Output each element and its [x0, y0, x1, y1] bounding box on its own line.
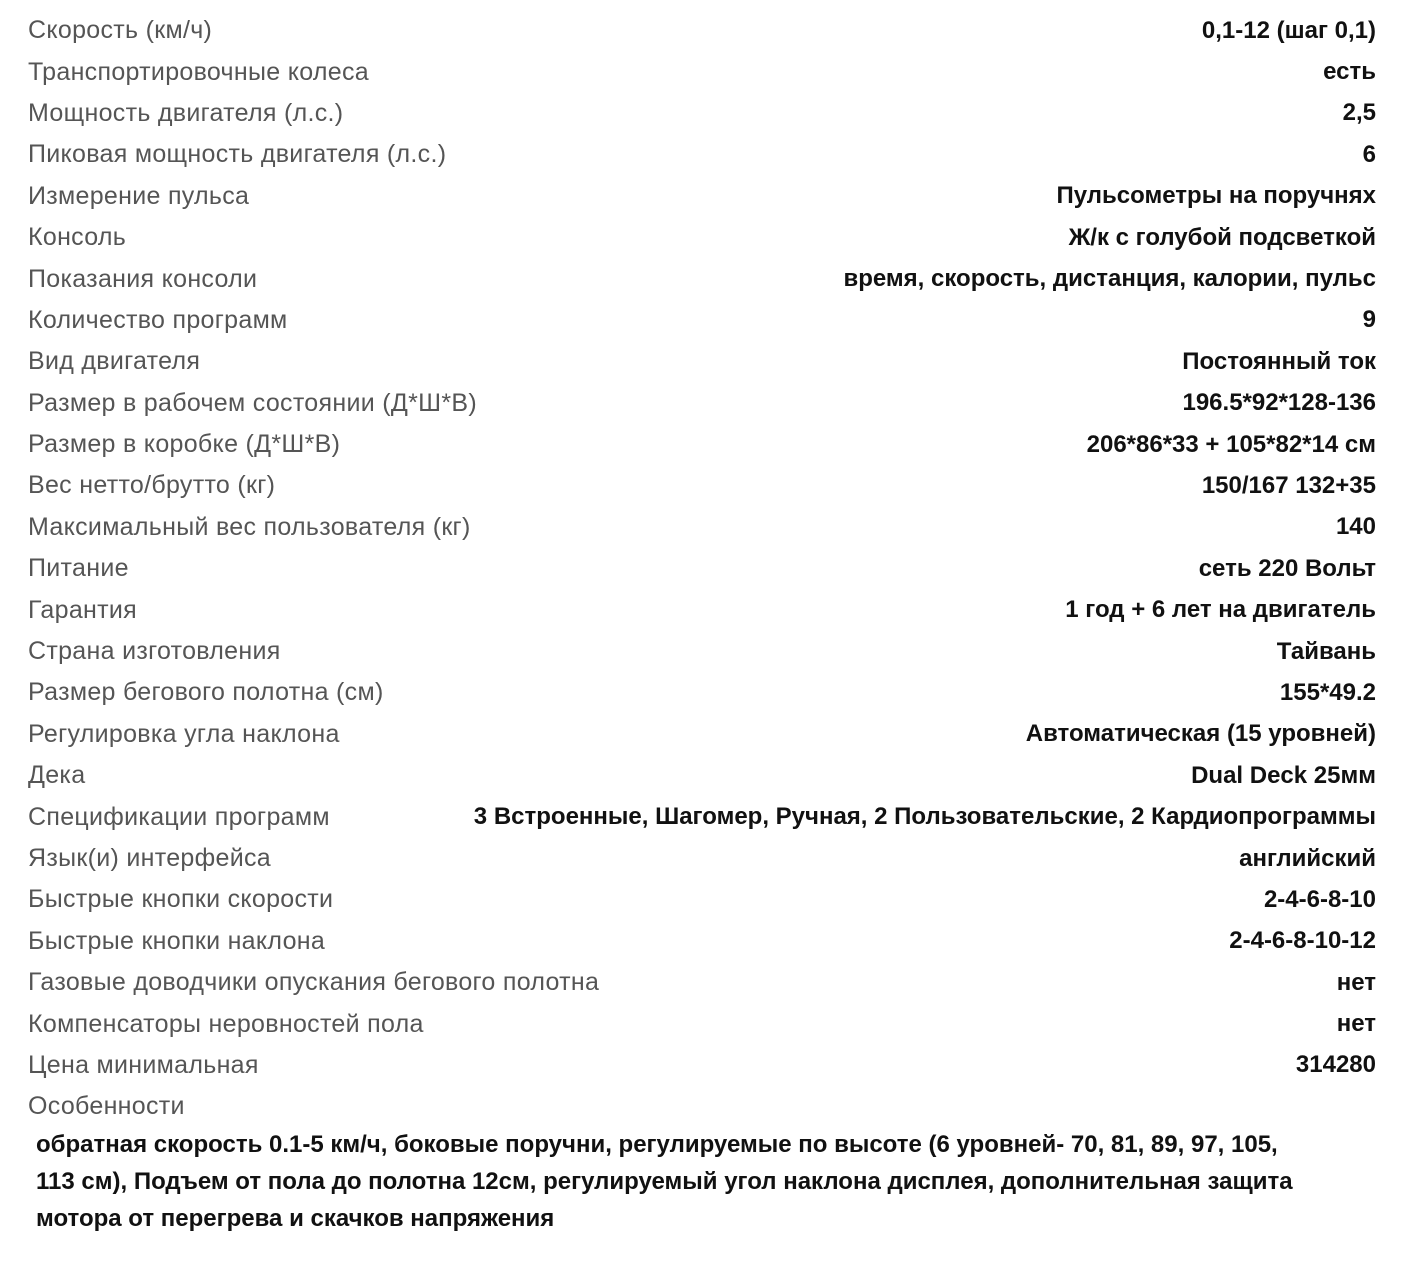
spec-row	[28, 93, 1376, 134]
spec-label: Вес нетто/брутто (кг)	[28, 471, 276, 500]
spec-value: 206*86*33 + 105*82*14 см	[1086, 430, 1376, 458]
spec-label: Количество программ	[28, 305, 288, 334]
spec-label: Скорость (км/ч)	[28, 16, 213, 45]
spec-value: 2-4-6-8-10-12	[1229, 927, 1376, 955]
spec-row	[28, 796, 1376, 837]
spec-row	[28, 879, 1376, 920]
spec-label: Дека	[28, 761, 86, 790]
spec-value: 140	[1335, 513, 1376, 541]
spec-label: Компенсаторы неровностей пола	[28, 1009, 424, 1038]
spec-label: Язык(и) интерфейса	[28, 844, 271, 872]
spec-value: 9	[1362, 306, 1376, 334]
spec-value: 155*49.2	[1279, 678, 1376, 706]
spec-row	[28, 217, 1376, 258]
spec-label: Показания консоли	[28, 264, 258, 293]
spec-row	[28, 714, 1376, 755]
spec-label: Быстрые кнопки наклона	[28, 926, 326, 955]
spec-row	[28, 424, 1376, 465]
spec-row	[28, 1045, 1376, 1086]
spec-value: 150/167 132+35	[1201, 471, 1376, 499]
spec-row	[28, 631, 1376, 672]
spec-value: есть	[1323, 58, 1376, 86]
spec-label: Максимальный вес пользователя (кг)	[28, 512, 471, 541]
spec-label: Газовые доводчики опускания бегового полотна	[28, 968, 600, 997]
spec-row	[28, 1003, 1376, 1044]
spec-label: Мощность двигателя (л.с.)	[28, 98, 344, 127]
spec-value: 196.5*92*128-136	[1182, 389, 1376, 417]
spec-row	[28, 838, 1376, 879]
spec-value: Тайвань	[1276, 637, 1376, 665]
spec-value: время, скорость, дистанция, калории, пульс	[843, 265, 1376, 293]
spec-row	[28, 258, 1376, 299]
spec-label: Размер в рабочем состоянии (Д*Ш*В)	[28, 388, 477, 417]
spec-value: 2-4-6-8-10	[1263, 885, 1376, 913]
spec-label: Страна изготовления	[28, 637, 281, 666]
spec-row	[28, 507, 1376, 548]
spec-value: 3 Встроенные, Шагомер, Ручная, 2 Пользовательские, 2 Кардиопрограммы	[473, 803, 1376, 831]
spec-label: Размер в коробке (Д*Ш*В)	[28, 430, 341, 459]
spec-label: Транспортировочные колеса	[28, 57, 369, 86]
spec-row	[28, 755, 1376, 796]
spec-value: Dual Deck 25мм	[1191, 761, 1376, 789]
spec-label: Питание	[28, 554, 129, 583]
spec-value: английский	[1239, 844, 1376, 872]
spec-row	[28, 465, 1376, 506]
spec-label: Пиковая мощность двигателя (л.с.)	[28, 140, 447, 169]
spec-row	[28, 672, 1376, 713]
spec-value: Пульсометры на поручнях	[1056, 182, 1376, 210]
spec-row	[28, 548, 1376, 589]
spec-label: Гарантия	[28, 595, 138, 624]
spec-row	[28, 300, 1376, 341]
spec-label: Цена минимальная	[28, 1050, 259, 1079]
spec-row	[28, 10, 1376, 51]
spec-value: 6	[1362, 140, 1376, 168]
spec-value: Автоматическая (15 уровней)	[1025, 720, 1376, 748]
spec-rows	[28, 10, 1376, 1086]
spec-row	[28, 962, 1376, 1003]
spec-row	[28, 589, 1376, 630]
spec-value: 314280	[1295, 1051, 1376, 1079]
spec-label: Консоль	[28, 223, 127, 252]
spec-value: Ж/к с голубой подсветкой	[1068, 223, 1376, 251]
spec-row	[28, 134, 1376, 175]
spec-value: нет	[1336, 1010, 1376, 1038]
spec-label: Размер бегового полотна (см)	[28, 678, 384, 707]
spec-value: сеть 220 Вольт	[1198, 554, 1376, 582]
spec-row	[28, 921, 1376, 962]
spec-row	[28, 383, 1376, 424]
spec-row	[28, 341, 1376, 382]
features-text: обратная скорость 0.1-5 км/ч, боковые поручни, регулируемые по высоте (6 уровней- 70, 81, 89, 97, 105, 113 см), Подъем от пола до полотна 12см, регулируемый угол наклона дисплея, дополнительная защита мотора от перегрева и скачков напряжения	[36, 1130, 1293, 1232]
features-label: Особенности	[28, 1092, 185, 1121]
spec-label: Регулировка угла наклона	[28, 719, 340, 748]
spec-label: Быстрые кнопки скорости	[28, 885, 334, 914]
spec-row	[28, 176, 1376, 217]
spec-label: Спецификации программ	[28, 802, 330, 831]
spec-label: Вид двигателя	[28, 347, 201, 376]
spec-value: нет	[1336, 968, 1376, 996]
spec-value: 1 год + 6 лет на двигатель	[1065, 596, 1376, 624]
spec-row	[28, 51, 1376, 92]
features-row	[28, 1086, 1376, 1127]
spec-value: 0,1-12 (шаг 0,1)	[1201, 16, 1376, 44]
spec-label: Измерение пульса	[28, 181, 250, 210]
spec-value: 2,5	[1342, 99, 1376, 127]
spec-value: Постоянный ток	[1182, 347, 1376, 375]
